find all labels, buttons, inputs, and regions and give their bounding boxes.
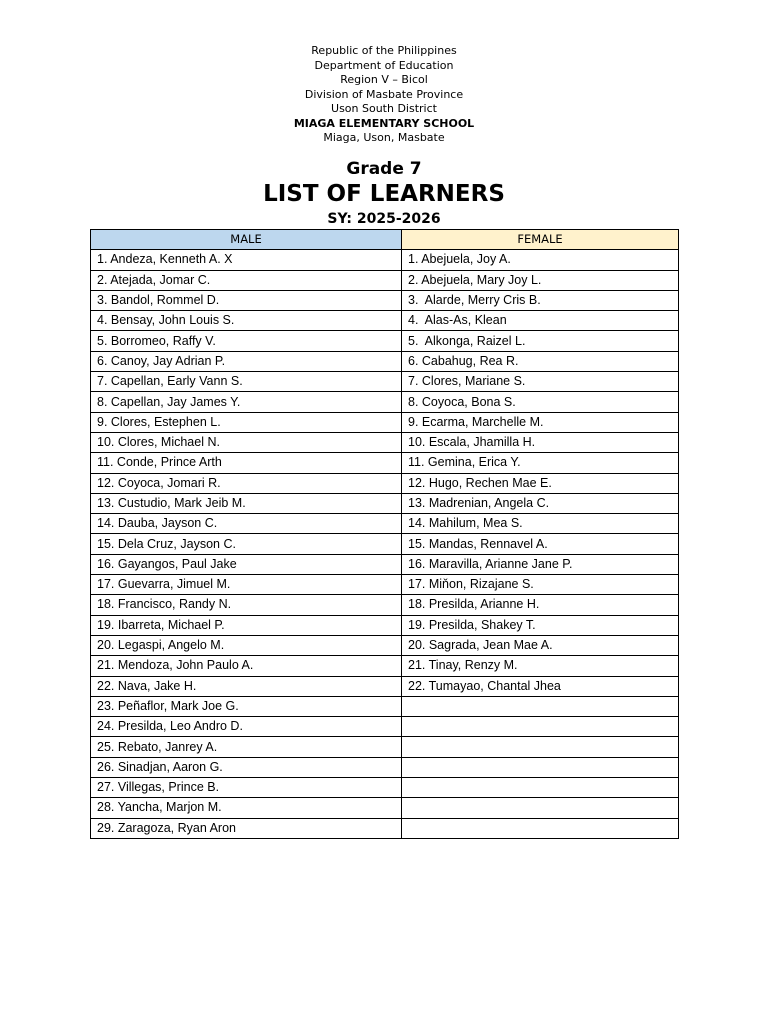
male-learner-cell: 3. Bandol, Rommel D.: [91, 290, 402, 310]
table-row: [91, 635, 679, 655]
male-column-header: MALE: [91, 230, 402, 250]
table-row: [91, 676, 679, 696]
male-learner-cell: 28. Yancha, Marjon M.: [91, 798, 402, 818]
table-header-row: [91, 230, 679, 250]
male-learner-cell: 8. Capellan, Jay James Y.: [91, 392, 402, 412]
table-row: [91, 453, 679, 473]
female-learner-cell: [402, 717, 679, 737]
female-learner-cell: 2. Abejuela, Mary Joy L.: [402, 270, 679, 290]
table-row: [91, 351, 679, 371]
male-learner-cell: 7. Capellan, Early Vann S.: [91, 372, 402, 392]
male-learner-cell: 29. Zaragoza, Ryan Aron: [91, 818, 402, 838]
female-learner-cell: [402, 818, 679, 838]
table-row: [91, 270, 679, 290]
female-learner-cell: 22. Tumayao, Chantal Jhea: [402, 676, 679, 696]
female-learner-cell: 8. Coyoca, Bona S.: [402, 392, 679, 412]
male-learner-cell: 27. Villegas, Prince B.: [91, 778, 402, 798]
female-learner-cell: 13. Madrenian, Angela C.: [402, 493, 679, 513]
female-learner-cell: 17. Miňon, Rizajane S.: [402, 575, 679, 595]
header-line-department: Department of Education: [314, 58, 454, 72]
female-learner-cell: 15. Mandas, Rennavel A.: [402, 534, 679, 554]
male-learner-cell: 5. Borromeo, Raffy V.: [91, 331, 402, 351]
male-learner-cell: 10. Clores, Michael N.: [91, 432, 402, 452]
table-row: [91, 250, 679, 270]
male-learner-cell: 23. Peñaflor, Mark Joe G.: [91, 696, 402, 716]
female-learner-cell: 10. Escala, Jhamilla H.: [402, 432, 679, 452]
female-learner-cell: [402, 757, 679, 777]
document-header: [0, 44, 768, 146]
male-learner-cell: 9. Clores, Estephen L.: [91, 412, 402, 432]
male-learner-cell: 1. Andeza, Kenneth A. X: [91, 250, 402, 270]
table-row: [91, 575, 679, 595]
table-row: [91, 514, 679, 534]
table-row: [91, 757, 679, 777]
female-learner-cell: 9. Ecarma, Marchelle M.: [402, 412, 679, 432]
school-name: MIAGA ELEMENTARY SCHOOL: [293, 116, 475, 130]
female-learner-cell: 6. Cabahug, Rea R.: [402, 351, 679, 371]
header-line-division: Division of Masbate Province: [304, 87, 464, 101]
table-row: [91, 778, 679, 798]
school-year: SY: 2025-2026: [327, 211, 441, 227]
female-learner-cell: 19. Presilda, Shakey T.: [402, 615, 679, 635]
female-learner-cell: 20. Sagrada, Jean Mae A.: [402, 635, 679, 655]
female-learner-cell: [402, 798, 679, 818]
male-learner-cell: 17. Guevarra, Jimuel M.: [91, 575, 402, 595]
header-line-district: Uson South District: [331, 102, 437, 115]
female-learner-cell: [402, 696, 679, 716]
table-row: [91, 432, 679, 452]
male-learner-cell: 24. Presilda, Leo Andro D.: [91, 717, 402, 737]
table-row: [91, 311, 679, 331]
female-learner-cell: 14. Mahilum, Mea S.: [402, 514, 679, 534]
learners-table: [90, 229, 679, 839]
table-row: [91, 656, 679, 676]
table-row: [91, 331, 679, 351]
table-row: [91, 554, 679, 574]
female-column-header: FEMALE: [402, 230, 679, 250]
table-row: [91, 392, 679, 412]
male-learner-cell: 18. Francisco, Randy N.: [91, 595, 402, 615]
grade-level: Grade 7: [346, 159, 422, 179]
female-learner-cell: 5. Alkonga, Raizel L.: [402, 331, 679, 351]
school-address: Miaga, Uson, Masbate: [323, 131, 445, 144]
female-learner-cell: 3. Alarde, Merry Cris B.: [402, 290, 679, 310]
male-learner-cell: 2. Atejada, Jomar C.: [91, 270, 402, 290]
male-learner-cell: 21. Mendoza, John Paulo A.: [91, 656, 402, 676]
table-row: [91, 717, 679, 737]
header-line-country: Republic of the Philippines: [311, 44, 457, 57]
male-learner-cell: 12. Coyoca, Jomari R.: [91, 473, 402, 493]
female-learner-cell: 12. Hugo, Rechen Mae E.: [402, 473, 679, 493]
male-learner-cell: 25. Rebato, Janrey A.: [91, 737, 402, 757]
female-learner-cell: 1. Abejuela, Joy A.: [402, 250, 679, 270]
male-learner-cell: 22. Nava, Jake H.: [91, 676, 402, 696]
learners-table-body: [91, 250, 679, 839]
male-learner-cell: 4. Bensay, John Louis S.: [91, 311, 402, 331]
male-learner-cell: 16. Gayangos, Paul Jake: [91, 554, 402, 574]
male-learner-cell: 14. Dauba, Jayson C.: [91, 514, 402, 534]
table-row: [91, 372, 679, 392]
male-learner-cell: 20. Legaspi, Angelo M.: [91, 635, 402, 655]
table-row: [91, 412, 679, 432]
table-row: [91, 473, 679, 493]
table-row: [91, 493, 679, 513]
female-learner-cell: 18. Presilda, Arianne H.: [402, 595, 679, 615]
table-row: [91, 737, 679, 757]
table-row: [91, 615, 679, 635]
female-learner-cell: 11. Gemina, Erica Y.: [402, 453, 679, 473]
table-row: [91, 595, 679, 615]
male-learner-cell: 13. Custudio, Mark Jeib M.: [91, 493, 402, 513]
female-learner-cell: 21. Tinay, Renzy M.: [402, 656, 679, 676]
female-learner-cell: 7. Clores, Mariane S.: [402, 372, 679, 392]
table-row: [91, 290, 679, 310]
female-learner-cell: 16. Maravilla, Arianne Jane P.: [402, 554, 679, 574]
header-line-region: Region V – Bicol: [340, 73, 428, 86]
table-row: [91, 818, 679, 838]
male-learner-cell: 11. Conde, Prince Arth: [91, 453, 402, 473]
male-learner-cell: 19. Ibarreta, Michael P.: [91, 615, 402, 635]
male-learner-cell: 26. Sinadjan, Aaron G.: [91, 757, 402, 777]
male-learner-cell: 15. Dela Cruz, Jayson C.: [91, 534, 402, 554]
table-row: [91, 798, 679, 818]
page-title: LIST OF LEARNERS: [263, 181, 505, 207]
male-learner-cell: 6. Canoy, Jay Adrian P.: [91, 351, 402, 371]
table-row: [91, 696, 679, 716]
table-row: [91, 534, 679, 554]
female-learner-cell: [402, 737, 679, 757]
female-learner-cell: 4. Alas-As, Klean: [402, 311, 679, 331]
female-learner-cell: [402, 778, 679, 798]
